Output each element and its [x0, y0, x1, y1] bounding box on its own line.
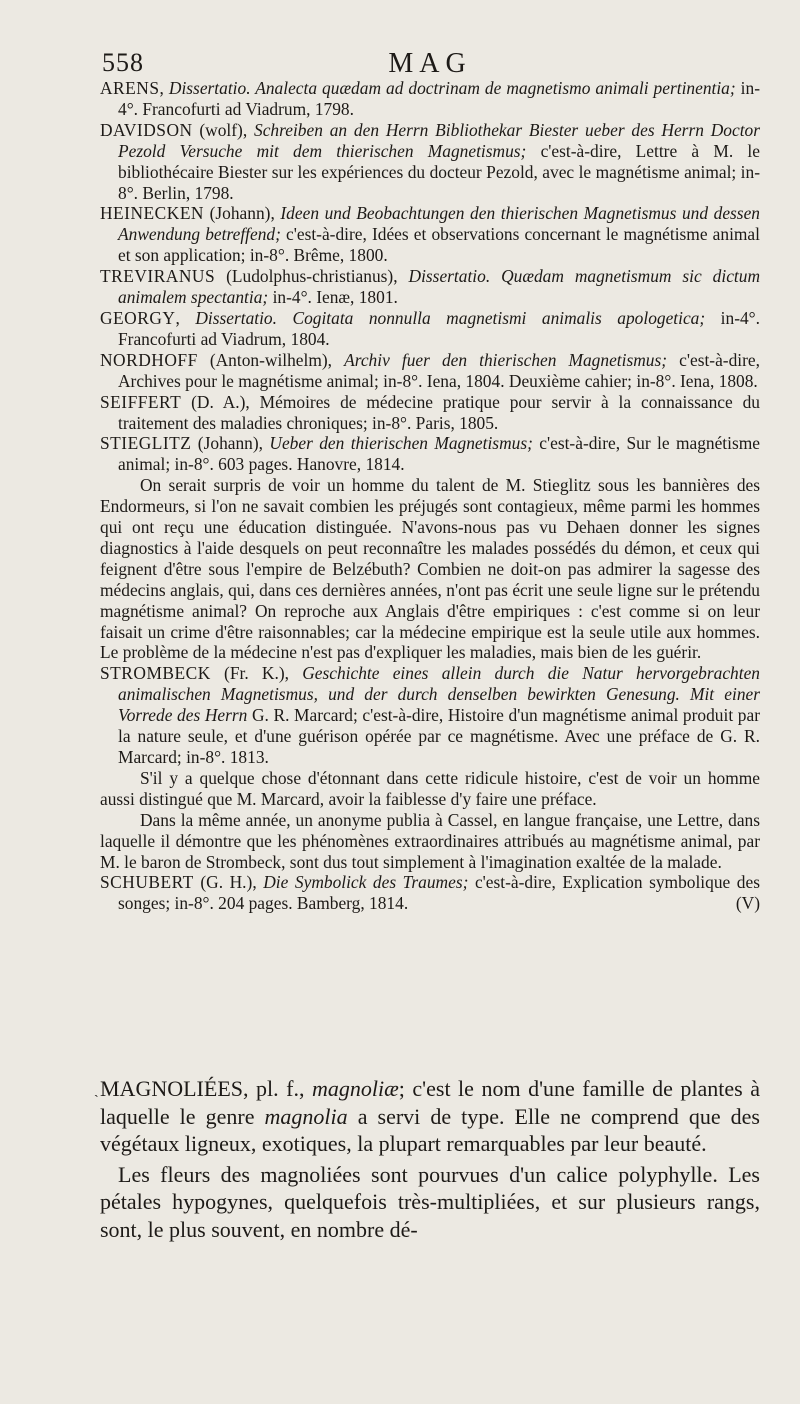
entry-author: SCHUBERT [100, 872, 194, 893]
entry-title: Geschichte eines allein durch die Natur hervorgebrachten animalischen Magnetismus, und der durch denselben bewirkten Genesung. Mit einer Vorrede des Herrn [118, 663, 760, 726]
entry-meta: , [159, 78, 169, 98]
entry-author: TREVIRANUS [100, 266, 216, 287]
entry-author: ARENS [100, 78, 160, 98]
entry-tail: c'est-à-dire, Idées et observations concernant le magnétisme animal et son application; in-8°. Brême, 1800. [118, 224, 760, 266]
entry-tail: Mémoires de médecine pratique pour servir à la connaissance du traitement des maladies chroniques; in-8°. Paris, 1805. [118, 391, 760, 433]
entry-title: Dissertatio. Quædam magnetismum sic dictum animalem spectantia; [118, 266, 760, 308]
entry-author: NORDHOFF [100, 349, 198, 370]
grammar: , pl. f., [243, 1076, 312, 1101]
bib-entry [100, 266, 760, 308]
bib-entry [100, 433, 760, 475]
bib-entry [100, 663, 760, 768]
entry-tail: c'est-à-dire, Archives pour le magnétisme animal; in-8°. Iena, 1804. Deuxième cahier; in-8°. Iena, 1808. [118, 349, 760, 391]
dictionary-article [94, 1075, 760, 1243]
entry-author: SEIFFERT [100, 391, 182, 412]
entry-tail: in-4°. Ienæ, 1801. [268, 287, 398, 308]
entry-tail: c'est-à-dire, Lettre à M. le bibliothécaire Biester sur les expériences du docteur Pezold, avec le magnétisme animal; in-8°. Berlin, 1798. [118, 140, 760, 203]
entry-author: GEORGY [100, 307, 176, 328]
entry-meta: (Johann), [204, 203, 281, 224]
entry-author: STIEGLITZ [100, 433, 192, 454]
running-head: MAG [388, 48, 472, 79]
entry-meta: (Fr. K.), [210, 663, 303, 684]
entry-tail: c'est-à-dire, Explication symbolique des songes; in-8°. 204 pages. Bamberg, 1814. [118, 872, 760, 914]
article-paragraph [100, 1075, 760, 1158]
bib-entry [100, 78, 760, 120]
bib-entry [100, 203, 760, 266]
latin-name: magnoliæ [311, 1076, 399, 1101]
entry-marker-icon: ˎ [94, 1083, 99, 1098]
entry-meta: (Anton-wilhelm), [197, 349, 345, 370]
bib-entry [100, 350, 760, 392]
bib-entry [100, 120, 760, 204]
entry-author: DAVIDSON [100, 119, 193, 140]
commentary-paragraph: Dans la même année, un anonyme publia à Cassel, en langue française, une Lettre, dans laquelle il démontre que les phénomènes extraordinaires attribués au magnétisme animal, par M. le baron de Strombeck, sont dus tout simplement à l'imagination exaltée de la malade. [100, 809, 760, 872]
entry-meta: (Johann), [191, 433, 270, 454]
entry-title: Dissertatio. Cogitata nonnulla magnetismi animalis apologetica; [195, 307, 706, 328]
entry-title: Archiv fuer den thierischen Magnetismus; [344, 349, 668, 370]
entry-meta: (wolf), [192, 119, 255, 140]
entry-title: Die Symbolick des Traumes; [263, 872, 469, 893]
bib-entry [100, 872, 760, 914]
commentary-paragraph: On serait surpris de voir un homme du talent de M. Stieglitz sous les bannières des Endormeurs, si l'on ne savait combien les préjugés sont contagieux, même parmi les hommes qui ont reçu une éducation distinguée. N'avons-nous pas vu Dehaen donner les signes diagnostics à l'aide desquels on peut reconnaître les malades possédés du démon, et ceux qui feignent d'être sous l'empire de Belzébuth? Combien ne doit-on pas admirer la sagesse des médecins anglais, qui, dans ces dernières années, n'ont pas écrit une seule ligne sur le prétendu magnétisme animal? On reproche aux Anglais d'être empiriques : c'est comme si on leur faisait un crime d'être raisonnables; car la médecine empirique est la seule utile aux hommes. Le problème de la médecine n'est pas d'expliquer les maladies, mais bien de les guérir. [100, 475, 760, 663]
headword: MAGNOLIÉES [100, 1076, 243, 1101]
genus-name: magnolia [264, 1103, 348, 1129]
entry-tail: G. R. Marcard; c'est-à-dire, Histoire d'un magnétisme animal produit par la nature seule, et d'une guérison opérée par ce magnétisme. Avec une préface de G. R. Marcard; in-8°. 1813. [118, 705, 760, 767]
author-signature: (V) [735, 893, 760, 914]
entry-tail: in-4°. Francofurti ad Viadrum, 1804. [118, 307, 760, 349]
article-paragraph-2: Les fleurs des magnoliées sont pourvues d'un calice polyphylle. Les pétales hypogynes, quelquefois très-multipliées, et sur plusieurs rangs, sont, le plus souvent, en nombre dé- [100, 1161, 760, 1242]
entry-title: Ideen und Beobachtungen den thierischen Magnetismus und dessen Anwendung betreffend; [118, 203, 760, 245]
bib-entry [100, 308, 760, 350]
entry-title: Ueber den thierischen Magnetismus; [269, 433, 533, 454]
entry-tail: c'est-à-dire, Sur le magnétisme animal; in-8°. 603 pages. Hanovre, 1814. [118, 433, 760, 475]
definition-end: a servi de type. Elle ne comprend que des végétaux ligneux, exotiques, la plupart remarquables par leur beauté. [100, 1103, 760, 1156]
definition: ; c'est le nom d'une famille de plantes à laquelle le genre [100, 1076, 760, 1129]
bib-entry [100, 392, 760, 434]
entry-tail: in-4°. Francofurti ad Viadrum, 1798. [118, 78, 761, 119]
entry-author: HEINECKEN [100, 203, 204, 224]
entry-author: STROMBECK [100, 663, 211, 684]
commentary-paragraph: S'il y a quelque chose d'étonnant dans cette ridicule histoire, c'est de voir un homme aussi distingué que M. Marcard, avoir la faiblesse d'y faire une préface. [100, 767, 760, 809]
entry-title: Dissertatio. Analecta quædam ad doctrinam de magnetismo animali pertinentia; [168, 78, 736, 98]
entry-meta: (Ludolphus-christianus), [215, 266, 409, 287]
entry-meta: , [175, 307, 196, 328]
bibliography [100, 78, 760, 914]
entry-meta: (G. H.), [193, 872, 264, 893]
entry-title: Schreiben an den Herrn Bibliothekar Biester ueber des Herrn Doctor Pezold Versuche mit dem thierischen Magnetismus; [118, 119, 760, 161]
page-number: 558 [102, 48, 144, 77]
entry-meta: (D. A.), [181, 391, 260, 412]
